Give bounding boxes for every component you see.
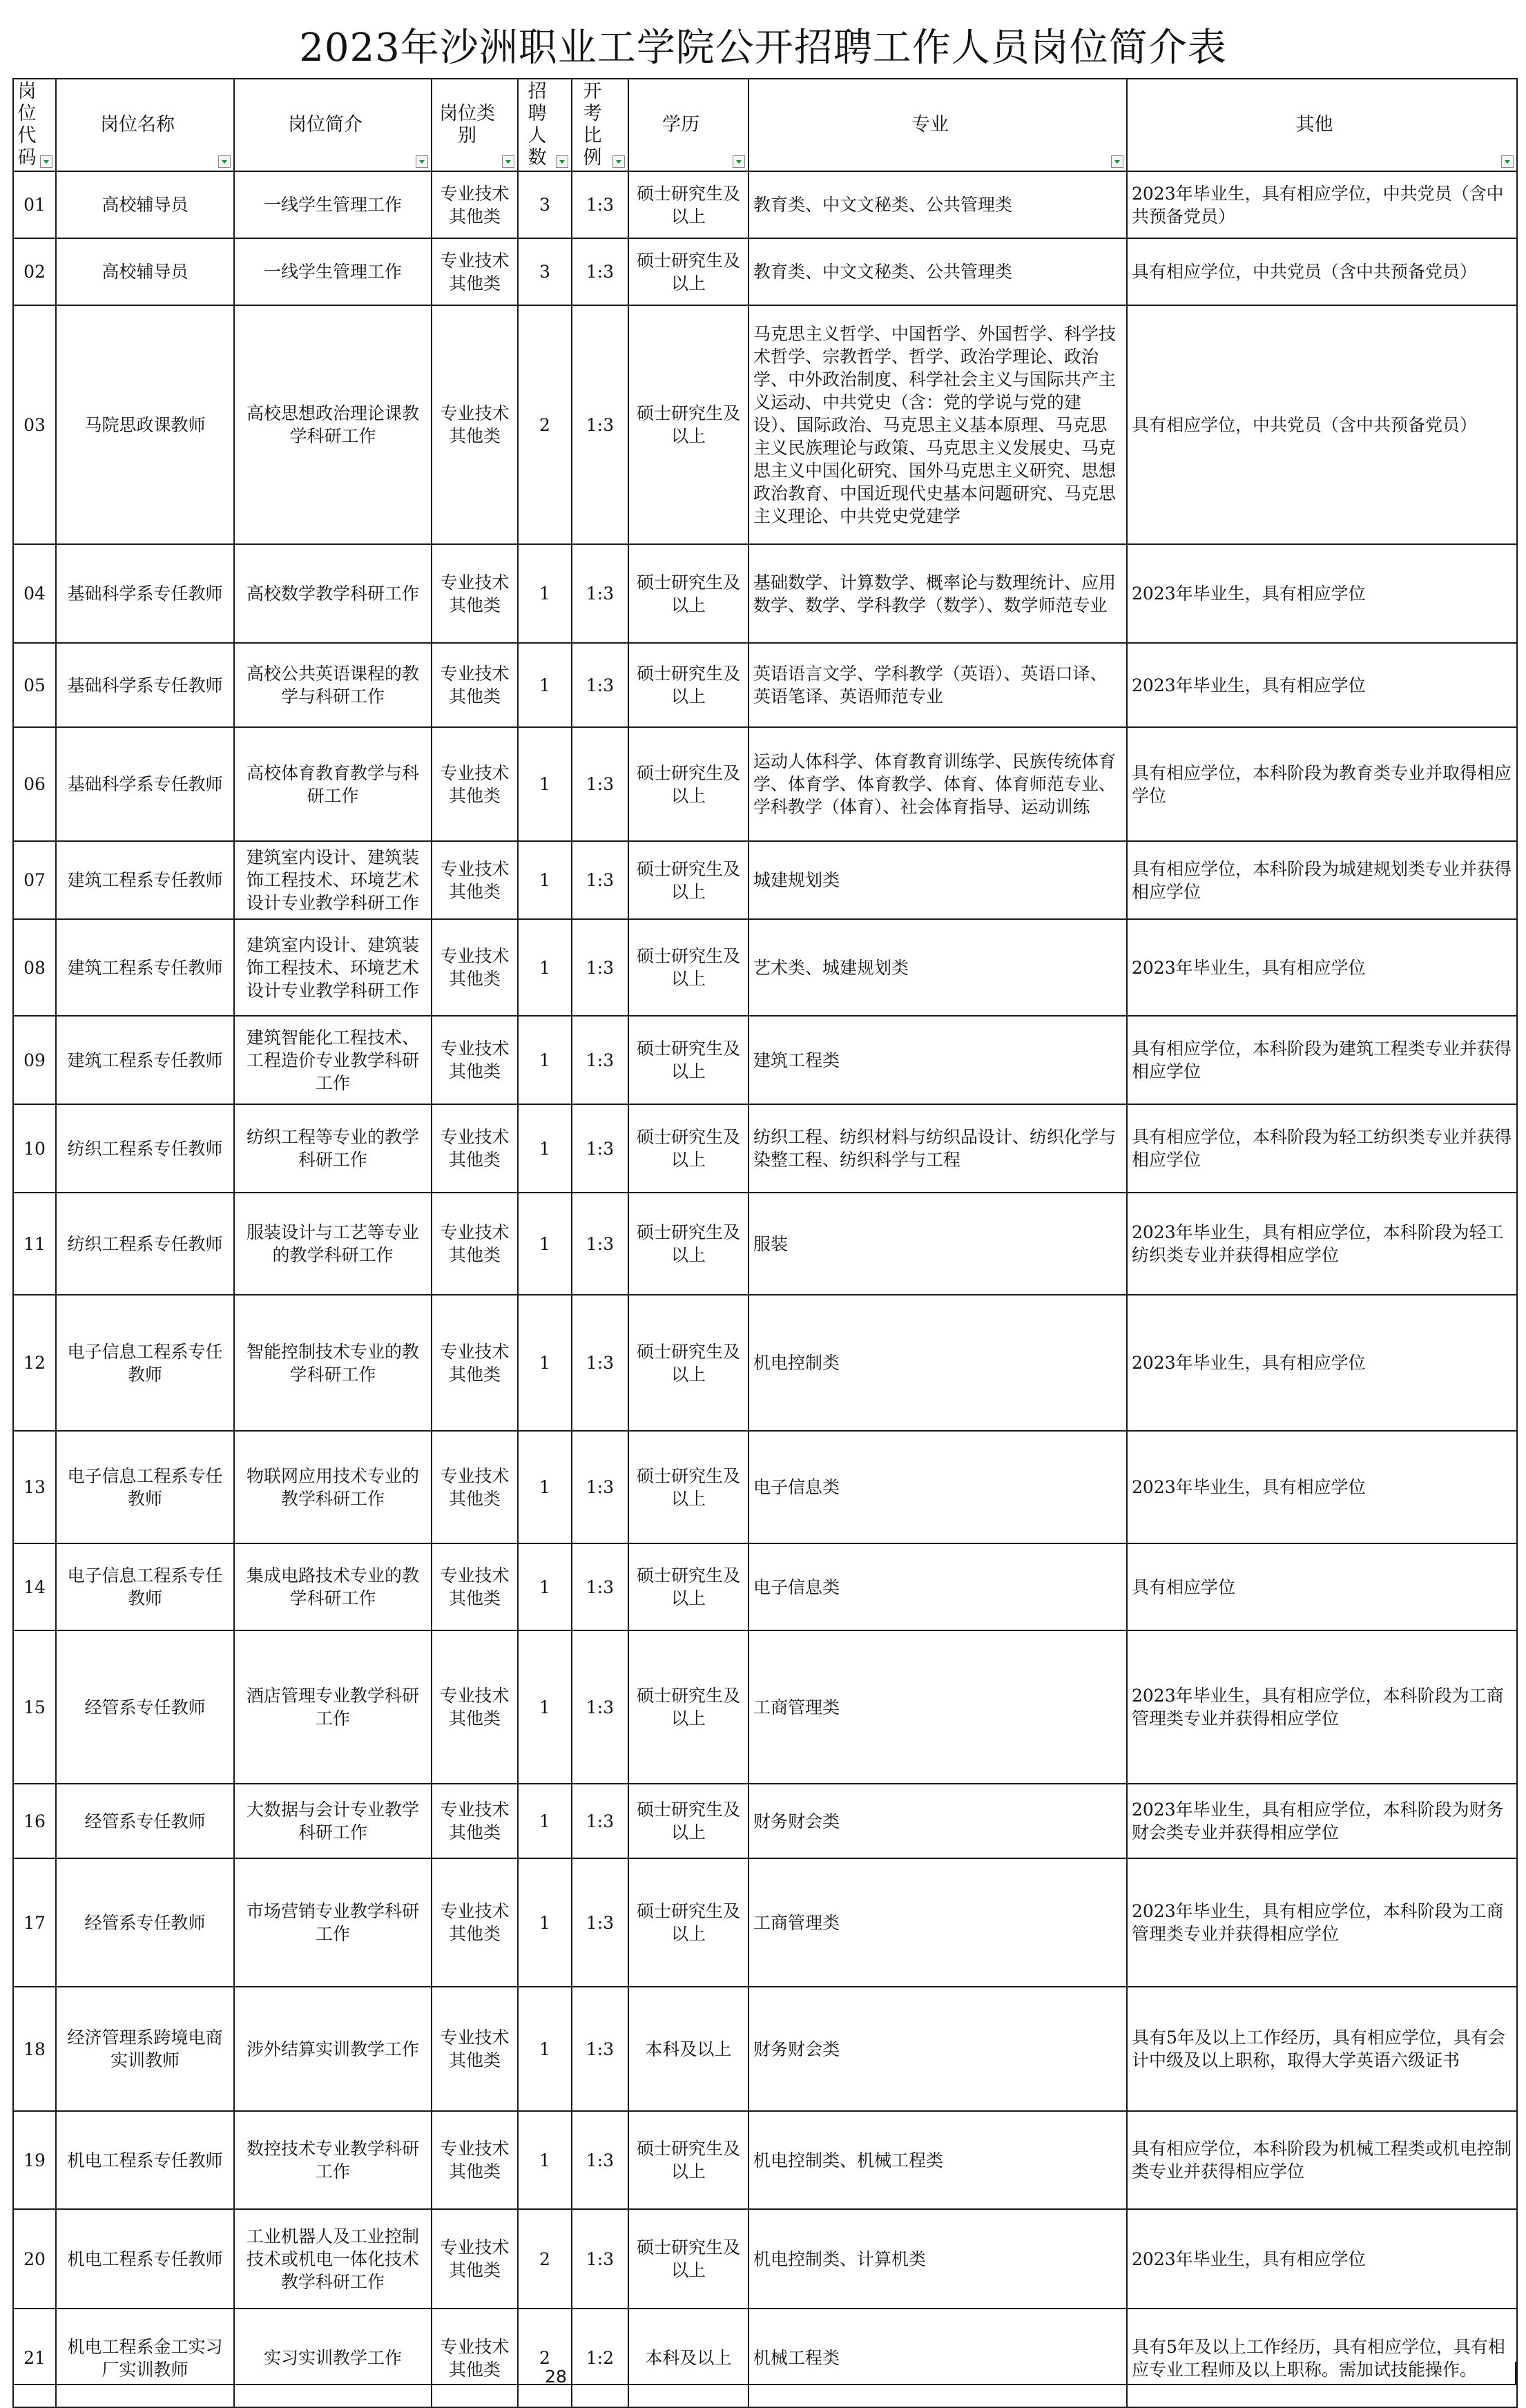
cell-count: 1: [518, 643, 572, 727]
cell-intro: 建筑智能化工程技术、工程造价专业教学科研工作: [234, 1016, 432, 1104]
cell-other: 具有相应学位，本科阶段为教育类专业并取得相应学位: [1127, 727, 1517, 841]
cell-name: 马院思政课教师: [56, 305, 234, 544]
cell-count: 1: [518, 727, 572, 841]
cell-ratio: 1:3: [572, 1784, 628, 1858]
table-row: [13, 2309, 1517, 2407]
cell-name: 机电工程系金工实习厂实训教师: [56, 2309, 234, 2407]
cell-other: 具有相应学位: [1127, 1543, 1517, 1630]
cell-edu: 硕士研究生及以上: [628, 1295, 748, 1431]
cell-code: 04: [13, 544, 56, 643]
cell-category: 专业技术其他类: [432, 305, 518, 544]
cell-edu: 硕士研究生及以上: [628, 1016, 748, 1104]
column-header-label: 开考 比例: [583, 81, 602, 168]
cell-code: 10: [13, 1104, 56, 1193]
filter-dropdown-icon[interactable]: [1501, 155, 1514, 168]
cell-other: 2023年毕业生，具有相应学位: [1127, 919, 1517, 1016]
cell-code: 17: [13, 1858, 56, 1987]
cell-count: 1: [518, 2111, 572, 2209]
cell-count: 2: [518, 2309, 572, 2407]
cell-intro: 集成电路技术专业的教学科研工作: [234, 1543, 432, 1630]
cell-code: 13: [13, 1431, 56, 1543]
cell-major: 工商管理类: [748, 1630, 1127, 1784]
cell-category: 专业技术其他类: [432, 171, 518, 238]
cell-intro: 建筑室内设计、建筑装饰工程技术、环境艺术设计专业教学科研工作: [234, 919, 432, 1016]
cell-edu: 硕士研究生及以上: [628, 305, 748, 544]
cell-count: 1: [518, 1193, 572, 1295]
cell-other: 2023年毕业生，具有相应学位，本科阶段为财务财会类专业并获得相应学位: [1127, 1784, 1517, 1858]
cell-intro: 大数据与会计专业教学科研工作: [234, 1784, 432, 1858]
cell-major: 纺织工程、纺织材料与纺织品设计、纺织化学与染整工程、纺织科学与工程: [748, 1104, 1127, 1193]
cell-name: 纺织工程系专任教师: [56, 1104, 234, 1193]
column-header-label: 学历: [662, 114, 699, 135]
cell-intro: 酒店管理专业教学科研工作: [234, 1630, 432, 1784]
column-header-major: [748, 79, 1127, 171]
cell-ratio: 1:3: [572, 1016, 628, 1104]
cell-edu: 硕士研究生及以上: [628, 1193, 748, 1295]
cell-name: 纺织工程系专任教师: [56, 1193, 234, 1295]
cell-other: 具有5年及以上工作经历，具有相应学位，具有会计中级及以上职称，取得大学英语六级证书: [1127, 1987, 1517, 2111]
table-row: [13, 2209, 1517, 2309]
cell-ratio: 1:3: [572, 305, 628, 544]
cell-count: 1: [518, 841, 572, 919]
cell-code: 01: [13, 171, 56, 238]
column-header-count: [518, 79, 572, 171]
cell-other: 具有相应学位，中共党员（含中共预备党员）: [1127, 238, 1517, 305]
cell-ratio: 1:2: [572, 2309, 628, 2407]
cell-other: 具有相应学位，中共党员（含中共预备党员）: [1127, 305, 1517, 544]
cell-category: 专业技术其他类: [432, 841, 518, 919]
column-header-edu: [628, 79, 748, 171]
table-row: [13, 1193, 1517, 1295]
cell-ratio: 1:3: [572, 544, 628, 643]
cell-category: 专业技术其他类: [432, 1431, 518, 1543]
cell-intro: 纺织工程等专业的教学科研工作: [234, 1104, 432, 1193]
table-row: [13, 1431, 1517, 1543]
cell-other: 2023年毕业生，具有相应学位，本科阶段为轻工纺织类专业并获得相应学位: [1127, 1193, 1517, 1295]
column-header-label: 岗位简介: [288, 114, 363, 135]
column-header-intro: [234, 79, 432, 171]
cell-intro: 物联网应用技术专业的教学科研工作: [234, 1431, 432, 1543]
cell-code: 15: [13, 1630, 56, 1784]
cell-edu: 本科及以上: [628, 2309, 748, 2407]
cell-name: 电子信息工程系专任教师: [56, 1295, 234, 1431]
column-header-label: 岗位 代码: [17, 81, 37, 168]
cell-other: 2023年毕业生，具有相应学位，本科阶段为工商管理类专业并获得相应学位: [1127, 1630, 1517, 1784]
cell-intro: 高校思想政治理论课教学科研工作: [234, 305, 432, 544]
footer-line: [12, 2384, 1516, 2385]
cell-count: 2: [518, 2209, 572, 2309]
cell-other: 2023年毕业生，具有相应学位，中共党员（含中共预备党员）: [1127, 171, 1517, 238]
cell-major: 马克思主义哲学、中国哲学、外国哲学、科学技术哲学、宗教哲学、哲学、政治学理论、政治学、中外政治制度、科学社会主义与国际共产主义运动、中共党史（含：党的学说与党的建设）、国际政治、马克思主义基本原理、马克思主义民族理论与政策、马克思主义发展史、马克思主义中国化研究、国外马克思主义研究、思想政治教育、中国近现代史基本问题研究、马克思主义理论、中共党史党建学: [748, 305, 1127, 544]
cell-other: 具有相应学位，本科阶段为机械工程类或机电控制类专业并获得相应学位: [1127, 2111, 1517, 2209]
cell-category: 专业技术其他类: [432, 1987, 518, 2111]
header-row: [13, 79, 1517, 171]
filter-dropdown-icon[interactable]: [416, 155, 428, 168]
cell-edu: 硕士研究生及以上: [628, 1104, 748, 1193]
table-row: [13, 305, 1517, 544]
cell-category: 专业技术其他类: [432, 2111, 518, 2209]
cell-code: 21: [13, 2309, 56, 2407]
cell-count: 1: [518, 919, 572, 1016]
table-row: [13, 1543, 1517, 1630]
cell-intro: 涉外结算实训教学工作: [234, 1987, 432, 2111]
cell-code: 07: [13, 841, 56, 919]
cell-code: 09: [13, 1016, 56, 1104]
cell-category: 专业技术其他类: [432, 1295, 518, 1431]
cell-ratio: 1:3: [572, 2209, 628, 2309]
cell-edu: 本科及以上: [628, 1987, 748, 2111]
cell-ratio: 1:3: [572, 171, 628, 238]
cell-category: 专业技术其他类: [432, 1858, 518, 1987]
cell-other: 2023年毕业生，具有相应学位，本科阶段为工商管理类专业并获得相应学位: [1127, 1858, 1517, 1987]
table-row: [13, 1858, 1517, 1987]
cell-count: 1: [518, 1104, 572, 1193]
cell-major: 财务财会类: [748, 1987, 1127, 2111]
cell-count: 1: [518, 1630, 572, 1784]
cell-code: 05: [13, 643, 56, 727]
cell-other: 2023年毕业生，具有相应学位: [1127, 1431, 1517, 1543]
cell-ratio: 1:3: [572, 841, 628, 919]
cell-ratio: 1:3: [572, 1858, 628, 1987]
page-number: 28: [545, 2367, 567, 2387]
cell-ratio: 1:3: [572, 643, 628, 727]
cell-category: 专业技术其他类: [432, 643, 518, 727]
cell-name: 机电工程系专任教师: [56, 2209, 234, 2309]
column-header-other: [1127, 79, 1517, 171]
cell-ratio: 1:3: [572, 1295, 628, 1431]
cell-major: 机电控制类: [748, 1295, 1127, 1431]
filter-dropdown-icon[interactable]: [733, 155, 745, 168]
cell-edu: 硕士研究生及以上: [628, 1630, 748, 1784]
cell-ratio: 1:3: [572, 919, 628, 1016]
cell-other: 2023年毕业生，具有相应学位: [1127, 643, 1517, 727]
cell-count: 3: [518, 171, 572, 238]
cell-intro: 实习实训教学工作: [234, 2309, 432, 2407]
cell-category: 专业技术其他类: [432, 1784, 518, 1858]
cell-intro: 智能控制技术专业的教学科研工作: [234, 1295, 432, 1431]
cell-other: 具有5年及以上工作经历，具有相应学位，具有相应专业工程师及以上职称。需加试技能操作。: [1127, 2309, 1517, 2407]
column-header-code: [13, 79, 56, 171]
cell-intro: 高校公共英语课程的教学与科研工作: [234, 643, 432, 727]
table-row: [13, 544, 1517, 643]
cell-edu: 硕士研究生及以上: [628, 1784, 748, 1858]
cell-code: 03: [13, 305, 56, 544]
cell-major: 机电控制类、机械工程类: [748, 2111, 1127, 2209]
column-header-label: 专业: [911, 114, 949, 135]
table-row: [13, 841, 1517, 919]
cell-code: 08: [13, 919, 56, 1016]
column-header-label: 招聘 人数: [528, 81, 547, 168]
table-row: [13, 643, 1517, 727]
column-header-ratio: [572, 79, 628, 171]
filter-dropdown-icon[interactable]: [218, 155, 231, 168]
filter-dropdown-icon[interactable]: [612, 155, 625, 168]
cell-major: 电子信息类: [748, 1543, 1127, 1630]
cell-major: 艺术类、城建规划类: [748, 919, 1127, 1016]
cell-name: 基础科学系专任教师: [56, 544, 234, 643]
cell-name: 高校辅导员: [56, 171, 234, 238]
cell-intro: 市场营销专业教学科研工作: [234, 1858, 432, 1987]
cell-edu: 硕士研究生及以上: [628, 1858, 748, 1987]
cell-category: 专业技术其他类: [432, 919, 518, 1016]
column-header-category: [432, 79, 518, 171]
cell-major: 服装: [748, 1193, 1127, 1295]
table-row: [13, 1104, 1517, 1193]
cell-code: 06: [13, 727, 56, 841]
cell-code: 14: [13, 1543, 56, 1630]
table-row: [13, 2111, 1517, 2209]
cell-edu: 硕士研究生及以上: [628, 238, 748, 305]
cell-other: 2023年毕业生，具有相应学位: [1127, 544, 1517, 643]
cell-major: 工商管理类: [748, 1858, 1127, 1987]
cell-edu: 硕士研究生及以上: [628, 919, 748, 1016]
cell-intro: 建筑室内设计、建筑装饰工程技术、环境艺术设计专业教学科研工作: [234, 841, 432, 919]
cell-name: 经管系专任教师: [56, 1630, 234, 1784]
footer-border: [1515, 2362, 1516, 2385]
cell-count: 1: [518, 1987, 572, 2111]
cell-name: 经济管理系跨境电商实训教师: [56, 1987, 234, 2111]
cell-category: 专业技术其他类: [432, 1016, 518, 1104]
cell-intro: 高校数学教学科研工作: [234, 544, 432, 643]
cell-intro: 一线学生管理工作: [234, 238, 432, 305]
cell-name: 建筑工程系专任教师: [56, 841, 234, 919]
footer-border: [12, 2362, 14, 2385]
table-row: [13, 919, 1517, 1016]
cell-count: 1: [518, 1295, 572, 1431]
cell-name: 高校辅导员: [56, 238, 234, 305]
cell-category: 专业技术其他类: [432, 1193, 518, 1295]
cell-ratio: 1:3: [572, 2111, 628, 2209]
cell-major: 财务财会类: [748, 1784, 1127, 1858]
column-header-name: [56, 79, 234, 171]
cell-name: 建筑工程系专任教师: [56, 919, 234, 1016]
cell-other: 具有相应学位，本科阶段为建筑工程类专业并获得相应学位: [1127, 1016, 1517, 1104]
cell-code: 20: [13, 2209, 56, 2309]
cell-major: 英语语言文学、学科教学（英语）、英语口译、英语笔译、英语师范专业: [748, 643, 1127, 727]
table-row: [13, 1987, 1517, 2111]
column-header-label: 岗位名称: [100, 114, 175, 135]
cell-code: 11: [13, 1193, 56, 1295]
filter-dropdown-icon[interactable]: [502, 155, 514, 168]
cell-edu: 硕士研究生及以上: [628, 2209, 748, 2309]
cell-edu: 硕士研究生及以上: [628, 2111, 748, 2209]
cell-category: 专业技术其他类: [432, 2209, 518, 2309]
cell-major: 机械工程类: [748, 2309, 1127, 2407]
cell-count: 1: [518, 1543, 572, 1630]
cell-code: 19: [13, 2111, 56, 2209]
cell-category: 专业技术其他类: [432, 727, 518, 841]
filter-dropdown-icon[interactable]: [556, 155, 568, 168]
cell-major: 运动人体科学、体育教育训练学、民族传统体育学、体育学、体育教学、体育、体育师范专业、学科教学（体育）、社会体育指导、运动训练: [748, 727, 1127, 841]
cell-major: 教育类、中文文秘类、公共管理类: [748, 171, 1127, 238]
filter-dropdown-icon[interactable]: [40, 155, 52, 168]
cell-count: 1: [518, 1431, 572, 1543]
page-title: 2023年沙洲职业工学院公开招聘工作人员岗位简介表: [299, 26, 1227, 70]
cell-name: 机电工程系专任教师: [56, 2111, 234, 2209]
cell-edu: 硕士研究生及以上: [628, 841, 748, 919]
cell-name: 基础科学系专任教师: [56, 727, 234, 841]
cell-intro: 工业机器人及工业控制技术或机电一体化技术教学科研工作: [234, 2209, 432, 2309]
cell-other: 具有相应学位，本科阶段为城建规划类专业并获得相应学位: [1127, 841, 1517, 919]
cell-count: 1: [518, 1784, 572, 1858]
cell-name: 经管系专任教师: [56, 1858, 234, 1987]
cell-code: 18: [13, 1987, 56, 2111]
cell-intro: 高校体育教育教学与科研工作: [234, 727, 432, 841]
cell-category: 专业技术其他类: [432, 544, 518, 643]
cell-name: 电子信息工程系专任教师: [56, 1431, 234, 1543]
cell-ratio: 1:3: [572, 1193, 628, 1295]
table-row: [13, 171, 1517, 238]
cell-name: 经管系专任教师: [56, 1784, 234, 1858]
cell-major: 电子信息类: [748, 1431, 1127, 1543]
cell-intro: 一线学生管理工作: [234, 171, 432, 238]
cell-count: 1: [518, 1016, 572, 1104]
cell-other: 具有相应学位，本科阶段为轻工纺织类专业并获得相应学位: [1127, 1104, 1517, 1193]
table-row: [13, 238, 1517, 305]
table-row: [13, 727, 1517, 841]
cell-count: 3: [518, 238, 572, 305]
cell-name: 建筑工程系专任教师: [56, 1016, 234, 1104]
cell-category: 专业技术其他类: [432, 238, 518, 305]
cell-ratio: 1:3: [572, 727, 628, 841]
cell-count: 2: [518, 305, 572, 544]
cell-category: 专业技术其他类: [432, 2309, 518, 2407]
cell-edu: 硕士研究生及以上: [628, 643, 748, 727]
cell-count: 1: [518, 544, 572, 643]
cell-intro: 数控技术专业教学科研工作: [234, 2111, 432, 2209]
cell-ratio: 1:3: [572, 1630, 628, 1784]
cell-edu: 硕士研究生及以上: [628, 1543, 748, 1630]
cell-major: 机电控制类、计算机类: [748, 2209, 1127, 2309]
cell-intro: 服装设计与工艺等专业的教学科研工作: [234, 1193, 432, 1295]
cell-ratio: 1:3: [572, 1104, 628, 1193]
cell-code: 02: [13, 238, 56, 305]
cell-major: 建筑工程类: [748, 1016, 1127, 1104]
cell-code: 12: [13, 1295, 56, 1431]
cell-edu: 硕士研究生及以上: [628, 544, 748, 643]
cell-name: 基础科学系专任教师: [56, 643, 234, 727]
cell-edu: 硕士研究生及以上: [628, 727, 748, 841]
table-row: [13, 1784, 1517, 1858]
cell-category: 专业技术其他类: [432, 1630, 518, 1784]
cell-other: 2023年毕业生，具有相应学位: [1127, 1295, 1517, 1431]
cell-edu: 硕士研究生及以上: [628, 171, 748, 238]
cell-ratio: 1:3: [572, 1543, 628, 1630]
cell-major: 城建规划类: [748, 841, 1127, 919]
cell-ratio: 1:3: [572, 238, 628, 305]
cell-name: 电子信息工程系专任教师: [56, 1543, 234, 1630]
cell-major: 基础数学、计算数学、概率论与数理统计、应用数学、数学、学科教学（数学）、数学师范专业: [748, 544, 1127, 643]
cell-ratio: 1:3: [572, 1987, 628, 2111]
column-header-label: 岗位类 别: [439, 103, 495, 146]
filter-dropdown-icon[interactable]: [1111, 155, 1123, 168]
cell-ratio: 1:3: [572, 1431, 628, 1543]
cell-category: 专业技术其他类: [432, 1104, 518, 1193]
table-row: [13, 1630, 1517, 1784]
cell-category: 专业技术其他类: [432, 1543, 518, 1630]
column-header-label: 其他: [1295, 114, 1333, 135]
cell-other: 2023年毕业生，具有相应学位: [1127, 2209, 1517, 2309]
recruitment-table: [12, 78, 1518, 2408]
table-row: [13, 1295, 1517, 1431]
cell-major: 教育类、中文文秘类、公共管理类: [748, 238, 1127, 305]
cell-count: 1: [518, 1858, 572, 1987]
cell-edu: 硕士研究生及以上: [628, 1431, 748, 1543]
cell-code: 16: [13, 1784, 56, 1858]
table-row: [13, 1016, 1517, 1104]
